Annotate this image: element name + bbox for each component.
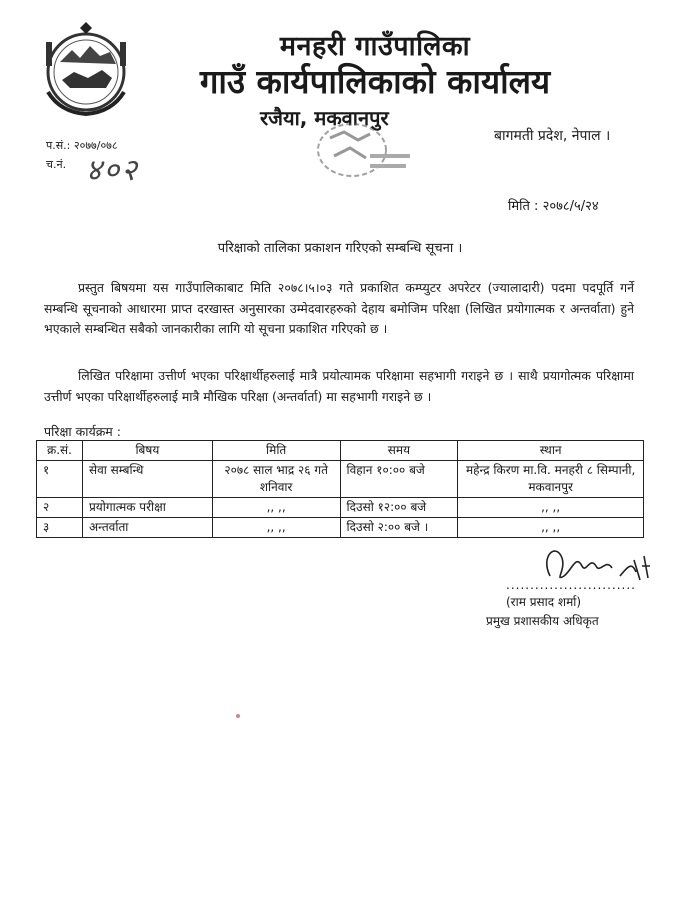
- header-place: स्थान: [458, 441, 644, 461]
- header-date: मिति: [212, 441, 340, 461]
- cell-date: २०७८ साल भाद्र २६ गते शनिवार: [212, 461, 340, 498]
- cell-sn: २: [37, 498, 83, 518]
- signature-line: ...........................: [506, 578, 636, 592]
- notice-date: मिति : २०७८/५/२४: [508, 199, 599, 214]
- paragraph-conditions: लिखित परिक्षामा उत्तीर्ण भएका परिक्षार्थीहरुलाई मात्रै प्रयोत्यामक परिक्षामा सहभागी गराइने छ । साथै प्रयागोत्मक परिक्षामा उत्तीर्ण भएका परिक्षार्थीहरुलाई मात्रै मौखिक परिक्षा (अन्तर्वार्ता) मा सहभागी गराइने छ ।: [44, 368, 634, 404]
- office-name: गाउँ कार्यपालिकाको कार्यालय: [199, 62, 551, 101]
- stray-mark-icon: [234, 712, 242, 720]
- chalani-number: ४०२: [86, 153, 139, 188]
- municipality-name: मनहरी गाउँपालिका: [279, 31, 471, 62]
- header-sn: क्र.सं.: [37, 441, 83, 461]
- cell-time: विहान १०:०० बजे: [340, 461, 458, 498]
- program-title: परिक्षा कार्यक्रम :: [44, 424, 121, 439]
- cell-place: महेन्द्र किरण मा.वि. मनहरी ८ सिम्पानी, मकवानपुर: [458, 461, 644, 498]
- patra-sankhya: प.सं.: २०७७/०७८: [46, 139, 118, 152]
- exam-schedule-table: [36, 440, 644, 538]
- signatory-designation: प्रमुख प्रशासकीय अधिकृत: [486, 614, 599, 628]
- header-subject: बिषय: [82, 441, 212, 461]
- table-row: [37, 498, 644, 518]
- paragraph-intro: प्रस्तुत बिषयमा यस गाउँपालिकाबाट मिति २०७८।५।०३ गते प्रकाशित कम्प्युटर अपरेटर (ज्यालादारी) पदमा पदपूर्ति गर्ने सम्बन्धि सूचनाको आधारमा प्राप्त दरखास्त अनुसारका उम्मेदवारहरुको देहाय बमोजिम परिक्षा (लिखित प्रयोगात्मक र अन्तर्वाता) हुने भएकाले सम्बन्धित सबैको जानकारीका लागि यो सूचना प्रकाशित गरिएको छ ।: [44, 280, 634, 336]
- cell-date: ,, ,,: [212, 498, 340, 518]
- table-row: [37, 518, 644, 538]
- cell-place: ,, ,,: [458, 498, 644, 518]
- cell-sn: ३: [37, 518, 83, 538]
- cell-date: ,, ,,: [212, 518, 340, 538]
- office-stamp-icon: [300, 118, 420, 193]
- cell-subject: प्रयोगात्मक परीक्षा: [82, 498, 212, 518]
- cell-time: दिउसो १२:०० बजे: [340, 498, 458, 518]
- signatory-name: (राम प्रसाद शर्मा): [506, 595, 582, 609]
- cell-time: दिउसो २:०० बजे ।: [340, 518, 458, 538]
- cell-sn: १: [37, 461, 83, 498]
- table-row: [37, 461, 644, 498]
- cell-subject: अन्तर्वाता: [82, 518, 212, 538]
- chalani-label: च.नं.: [46, 158, 67, 171]
- province-text: बागमती प्रदेश, नेपाल ।: [494, 128, 611, 144]
- cell-subject: सेवा सम्बन्धि: [82, 461, 212, 498]
- table-header-row: [37, 441, 644, 461]
- header-time: समय: [340, 441, 458, 461]
- office-address: रजैया, मकवानपुर: [260, 106, 389, 130]
- notice-subject: परिक्षाको तालिका प्रकाशन गरिएको सम्बन्धि सूचना ।: [217, 241, 463, 256]
- cell-place: ,, ,,: [458, 518, 644, 538]
